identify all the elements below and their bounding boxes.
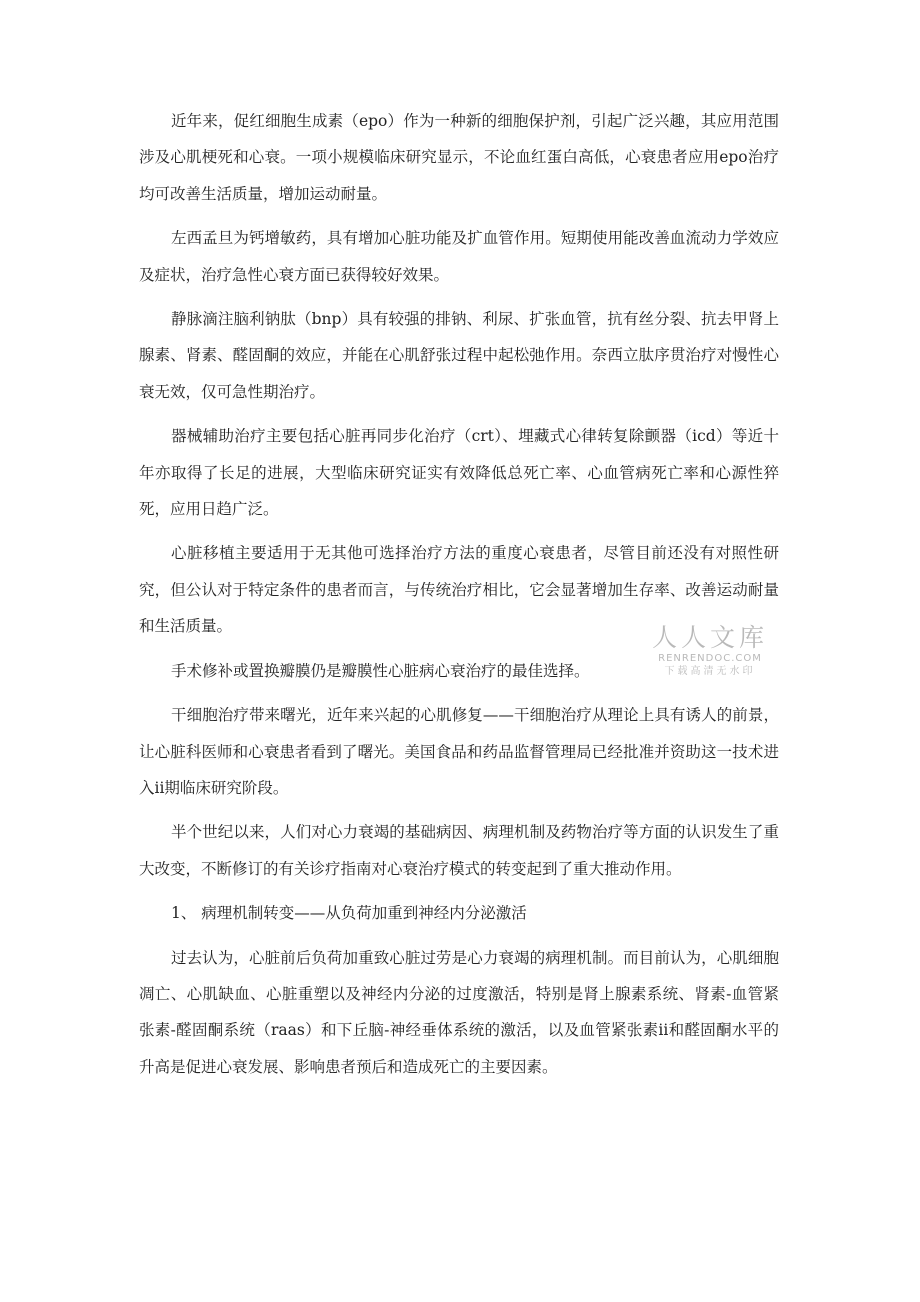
paragraph-levosimendan: 左西孟旦为钙增敏药，具有增加心脏功能及扩血管作用。短期使用能改善血流动力学效应及症状，治疗急性心衰方面已获得较好效果。: [139, 229, 779, 284]
paragraph-epo: 近年来，促红细胞生成素（epo）作为一种新的细胞保护剂，引起广泛兴趣，其应用范围涉及心肌梗死和心衰。一项小规模临床研究显示，不论血红蛋白高低，心衰患者应用epo治疗均可改善生活质量，增加运动耐量。: [139, 112, 779, 203]
watermark-brand-en: RENRENDOC.COM: [658, 653, 762, 664]
paragraph-stem-cell: 干细胞治疗带来曙光，近年来兴起的心肌修复——干细胞治疗从理论上具有诱人的前景，让心脏科医师和心衰患者看到了曙光。美国食品和药品监督管理局已经批准并资助这一技术进入ii期临床研究阶段。: [139, 706, 779, 797]
watermark-logo: [645, 624, 775, 684]
watermark-brand-cn: 人人文库: [651, 623, 768, 652]
paragraph-valve-surgery: 手术修补或置换瓣膜仍是瓣膜性心脏病心衰治疗的最佳选择。: [171, 661, 590, 680]
paragraph-bnp: 静脉滴注脑利钠肽（bnp）具有较强的排钠、利尿、扩张血管，抗有丝分裂、抗去甲肾上腺素、肾素、醛固酮的效应，并能在心肌舒张过程中起松弛作用。奈西立肽序贯治疗对慢性心衰无效，仅可急性期治疗。: [139, 310, 779, 401]
paragraph-device-therapy: 器械辅助治疗主要包括心脏再同步化治疗（crt）、埋藏式心律转复除颤器（icd）等近十年亦取得了长足的进展，大型临床研究证实有效降低总死亡率、心血管病死亡率和心源性猝死，应用日趋广泛。: [139, 427, 779, 519]
paragraph-heart-transplant: 心脏移植主要适用于无其他可选择治疗方法的重度心衰患者，尽管目前还没有对照性研究，但公认对于特定条件的患者而言，与传统治疗相比，它会显著增加生存率、改善运动耐量和生活质量。: [139, 544, 779, 636]
paragraph-pathology: 过去认为，心脏前后负荷加重致心脏过劳是心力衰竭的病理机制。而目前认为，心肌细胞凋亡、心肌缺血、心脏重塑以及神经内分泌的过度激活，特别是肾上腺素系统、肾素-血管紧张素-醛固酮系统（raas）和下丘脑-神经垂体系统的激活，以及血管紧张素ii和醛固酮水平的升高是促进心衰发展、影响患者预后和造成死亡的主要因素。: [139, 948, 779, 1076]
section-heading: 1、 病理机制转变——从负荷加重到神经内分泌激活: [171, 904, 527, 923]
paragraph-half-century: 半个世纪以来，人们对心力衰竭的基础病因、病理机制及药物治疗等方面的认识发生了重大改变，不断修订的有关诊疗指南对心衰治疗模式的转变起到了重大推动作用。: [139, 823, 779, 878]
document-body: [139, 103, 779, 1093]
watermark-tagline: 下载高清无水印: [664, 666, 756, 677]
